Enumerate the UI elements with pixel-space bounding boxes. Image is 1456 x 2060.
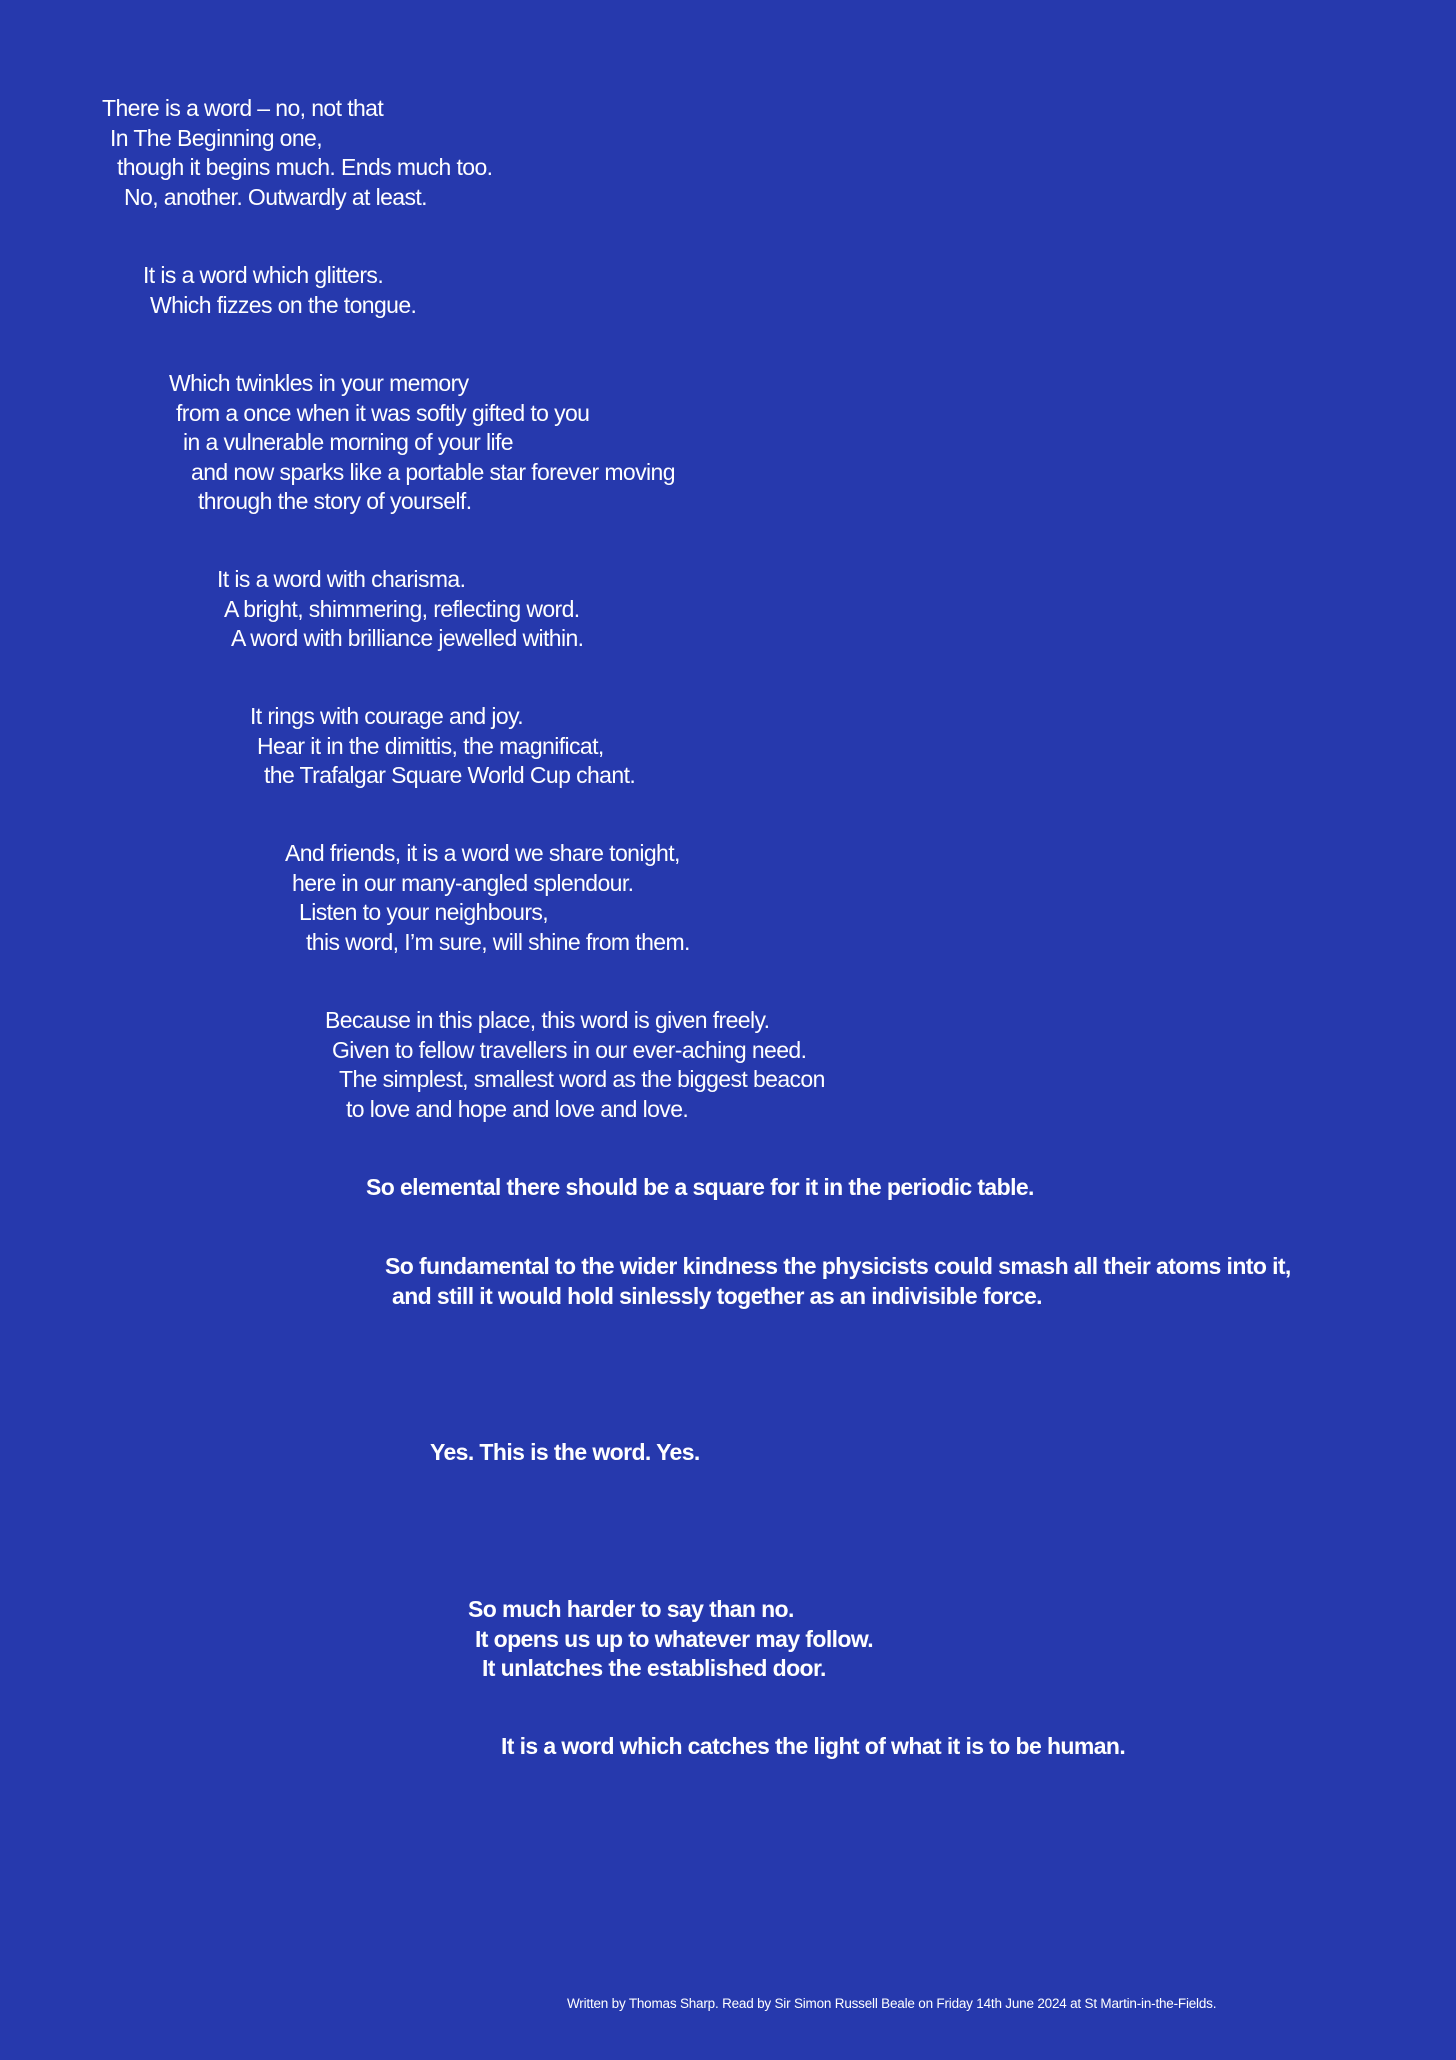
poem-line: this word, I’m sure, will shine from them. xyxy=(306,928,690,955)
poem-line: Hear it in the dimittis, the magnificat, xyxy=(257,732,604,759)
poem-line: It opens us up to whatever may follow. xyxy=(475,1625,874,1652)
poem-line: in a vulnerable morning of your life xyxy=(183,429,513,455)
poem-line: It unlatches the established door. xyxy=(482,1655,826,1681)
poem-line: and still it would hold sinlessly together as an indivisible force. xyxy=(392,1282,1042,1309)
poem-line: And friends, it is a word we share tonight, xyxy=(285,840,680,866)
poem-line: Because in this place, this word is given freely. xyxy=(325,1007,770,1033)
stanza-2 xyxy=(143,261,416,320)
poem-line: It rings with courage and joy. xyxy=(250,703,524,729)
stanza-10 xyxy=(430,1438,700,1468)
poem-line: Which twinkles in your memory xyxy=(169,370,469,396)
poem-line: The simplest, smallest word as the biggest beacon xyxy=(339,1066,825,1092)
poem-line: So fundamental to the wider kindness the physicists could smash all their atoms into it, xyxy=(385,1253,1291,1279)
poem-line: Which fizzes on the tongue. xyxy=(150,291,417,318)
stanza-9 xyxy=(385,1252,1291,1311)
poem-line: though it begins much. Ends much too. xyxy=(117,154,493,180)
poem-line: So much harder to say than no. xyxy=(468,1596,794,1622)
poem-line: from a once when it was softly gifted to you xyxy=(176,399,590,426)
poem-line: to love and hope and love and love. xyxy=(346,1095,689,1122)
stanza-8 xyxy=(366,1173,1034,1203)
stanza-3 xyxy=(169,369,675,517)
poem-line: So elemental there should be a square for it in the periodic table. xyxy=(366,1174,1034,1200)
stanza-4 xyxy=(217,565,583,654)
poem-line: Listen to your neighbours, xyxy=(299,899,549,925)
poem-line: It is a word which catches the light of what it is to be human. xyxy=(501,1733,1126,1759)
poem-line: A bright, shimmering, reflecting word. xyxy=(224,595,580,622)
stanza-1 xyxy=(102,94,492,212)
poem-line: Given to fellow travellers in our ever-aching need. xyxy=(332,1036,807,1063)
stanza-12 xyxy=(501,1732,1125,1762)
stanza-7 xyxy=(325,1006,825,1124)
poem-line: through the story of yourself. xyxy=(198,488,472,514)
poem-line: Yes. This is the word. Yes. xyxy=(430,1439,700,1465)
stanza-11 xyxy=(468,1595,873,1684)
poem-line: and now sparks like a portable star forever moving xyxy=(191,458,675,485)
poem-line: No, another. Outwardly at least. xyxy=(124,183,427,210)
poem-line: In The Beginning one, xyxy=(110,124,323,151)
credit-line: Written by Thomas Sharp. Read by Sir Simon Russell Beale on Friday 14th June 2024 at St Martin-in-the-Fields. xyxy=(567,1996,1217,2011)
poem-line: It is a word which glitters. xyxy=(143,262,384,288)
poem-line: A word with brilliance jewelled within. xyxy=(231,625,584,651)
poem-line: the Trafalgar Square World Cup chant. xyxy=(264,762,636,788)
stanza-6 xyxy=(285,839,690,957)
poem-line: There is a word – no, not that xyxy=(102,95,384,121)
stanza-5 xyxy=(250,702,635,791)
poem-line: It is a word with charisma. xyxy=(217,566,466,592)
poem-line: here in our many-angled splendour. xyxy=(292,869,634,896)
